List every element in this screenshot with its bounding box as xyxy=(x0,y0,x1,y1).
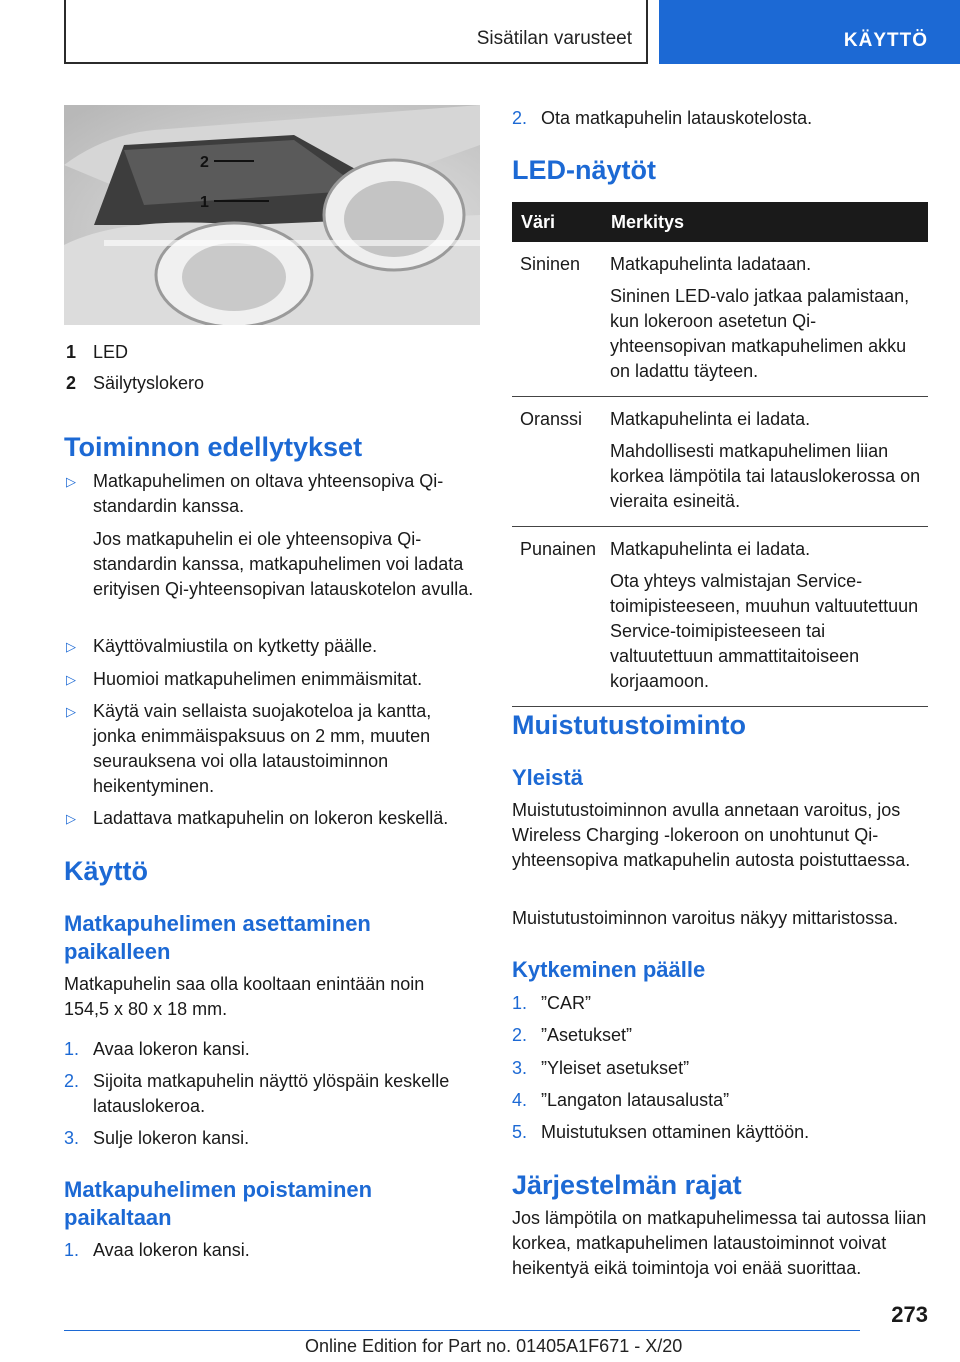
step-text: Sulje lokeron kansi. xyxy=(93,1128,250,1148)
bullet-icon: ▷ xyxy=(66,639,76,654)
footer-divider xyxy=(64,1330,860,1331)
step-text: Ota matkapuhelin latauskotelosta. xyxy=(541,108,813,128)
chapter-tab[interactable] xyxy=(659,0,960,64)
heading-reminder: Muistutustoiminto xyxy=(512,710,746,740)
step-text: Avaa lokeron kansi. xyxy=(93,1240,250,1260)
step-text: ”Asetukset” xyxy=(541,1025,633,1045)
bullet-icon: ▷ xyxy=(66,474,76,489)
heading-use: Käyttö xyxy=(64,856,149,886)
prereq-item: Matkapuhelimen on oltava yhteensopiva Qi-standardin kanssa. xyxy=(93,471,444,516)
general-paragraph: Muistutustoiminnon avulla annetaan varoitus, jos Wireless Charging -lokeroon on unohtunut Qi-yhteensopiva matkapuhelin autosta poistuttaessa. xyxy=(512,800,911,870)
heading-prerequisites: Toiminnon edellytykset xyxy=(64,432,363,462)
step-text: ”Yleiset asetukset” xyxy=(541,1058,690,1078)
step-text: ”CAR” xyxy=(541,993,591,1013)
step-text: ”Langaton latausalusta” xyxy=(541,1090,730,1110)
edition-text: Online Edition for Part no. 01405A1F671 - X/20 xyxy=(305,1336,683,1356)
step-number: 1. xyxy=(512,993,528,1013)
prereq-item: Ladattava matkapuhelin on lokeron keskellä. xyxy=(93,808,449,828)
led-color: Punainen xyxy=(512,527,602,707)
meaning-line: Matkapuhelinta ei ladata. xyxy=(610,539,811,559)
prereq-item: Käyttövalmiustila on kytketty päälle. xyxy=(93,636,378,656)
callout-number: 1 xyxy=(66,342,77,362)
meaning-line: Mahdollisesti matkapuhelimen liian korkea lämpötila tai latauslokerossa on vieraita esineitä. xyxy=(610,441,921,511)
step-number: 2. xyxy=(512,1025,528,1045)
callout-number: 2 xyxy=(66,373,77,393)
step-number: 2. xyxy=(512,108,528,128)
table-row xyxy=(512,397,928,527)
meaning-line: Matkapuhelinta ladataan. xyxy=(610,254,812,274)
chapter-title: KÄYTTÖ xyxy=(843,30,928,51)
prereq-item: Huomioi matkapuhelimen enimmäismitat. xyxy=(93,669,423,689)
step-text: Muistutuksen ottaminen käyttöön. xyxy=(541,1122,810,1142)
svg-text:2: 2 xyxy=(200,154,209,171)
meaning-line: Matkapuhelinta ei ladata. xyxy=(610,409,811,429)
step-text: Avaa lokeron kansi. xyxy=(93,1039,250,1059)
column-header: Väri xyxy=(512,202,602,242)
heading-place-phone: Matkapuhelimen asettaminen paikalleen xyxy=(64,911,371,964)
heading-remove-phone: Matkapuhelimen poistaminen paikaltaan xyxy=(64,1177,373,1230)
callout-label: Säilytyslokero xyxy=(93,373,205,393)
section-title: Sisätilan varusteet xyxy=(476,28,632,49)
step-number: 1. xyxy=(64,1039,80,1059)
heading-general: Yleistä xyxy=(512,765,583,790)
heading-led-displays: LED-näytöt xyxy=(512,155,656,185)
charging-tray-photo xyxy=(64,105,480,325)
led-table xyxy=(512,202,928,707)
heading-enable: Kytkeminen päälle xyxy=(512,957,706,982)
header-section-box xyxy=(64,0,648,64)
bullet-icon: ▷ xyxy=(66,704,76,719)
led-meaning xyxy=(602,527,928,707)
limits-paragraph: Jos lämpötila on matkapuhelimessa tai autossa liian korkea, matkapuhelimen lataustoiminnot voivat heikentyä eikä toimintoja voi enää suorittaa. xyxy=(512,1208,927,1278)
led-color: Sininen xyxy=(512,242,602,397)
general-paragraph: Muistutustoiminnon varoitus näkyy mittaristossa. xyxy=(512,908,899,928)
bullet-icon: ▷ xyxy=(66,672,76,687)
step-number: 1. xyxy=(64,1240,80,1260)
bullet-icon: ▷ xyxy=(66,811,76,826)
svg-text:1: 1 xyxy=(200,194,209,211)
meaning-line: Ota yhteys valmistajan Service-toimipisteeseen, muuhun valtuutettuun Service-toimipisteeseen tai valtuutettuun ammattitaitoiseen korjaamoon. xyxy=(610,571,919,691)
column-header: Merkitys xyxy=(602,202,928,242)
led-meaning xyxy=(602,397,928,527)
step-number: 3. xyxy=(64,1128,80,1148)
step-number: 3. xyxy=(512,1058,528,1078)
step-number: 5. xyxy=(512,1122,528,1142)
step-text: Sijoita matkapuhelin näyttö ylöspäin keskelle latauslokeroa. xyxy=(93,1071,450,1116)
led-color: Oranssi xyxy=(512,397,602,527)
page-number: 273 xyxy=(891,1302,928,1327)
place-intro: Matkapuhelin saa olla kooltaan enintään noin 154,5 x 80 x 18 mm. xyxy=(64,974,425,1019)
step-number: 4. xyxy=(512,1090,528,1110)
table-row xyxy=(512,242,928,397)
callout-label: LED xyxy=(93,342,129,362)
prereq-item: Käytä vain sellaista suojakoteloa ja kantta, jonka enimmäispaksuus on 2 mm, muuten seurauksena voi olla lataustoiminnon heikentyminen. xyxy=(93,701,432,796)
prereq-subtext: Jos matkapuhelin ei ole yhteensopiva Qi-standardin kanssa, matkapuhelimen voi ladata erityisen Qi-yhteensopivan latauskotelon avulla. xyxy=(93,529,474,599)
table-row xyxy=(512,527,928,707)
led-meaning xyxy=(602,242,928,397)
meaning-line: Sininen LED-valo jatkaa palamistaan, kun lokeroon asetetun Qi-yhteensopivan matkapuhelimen akku on ladattu täyteen. xyxy=(610,286,910,381)
heading-system-limits: Järjestelmän rajat xyxy=(512,1170,742,1200)
step-number: 2. xyxy=(64,1071,80,1091)
